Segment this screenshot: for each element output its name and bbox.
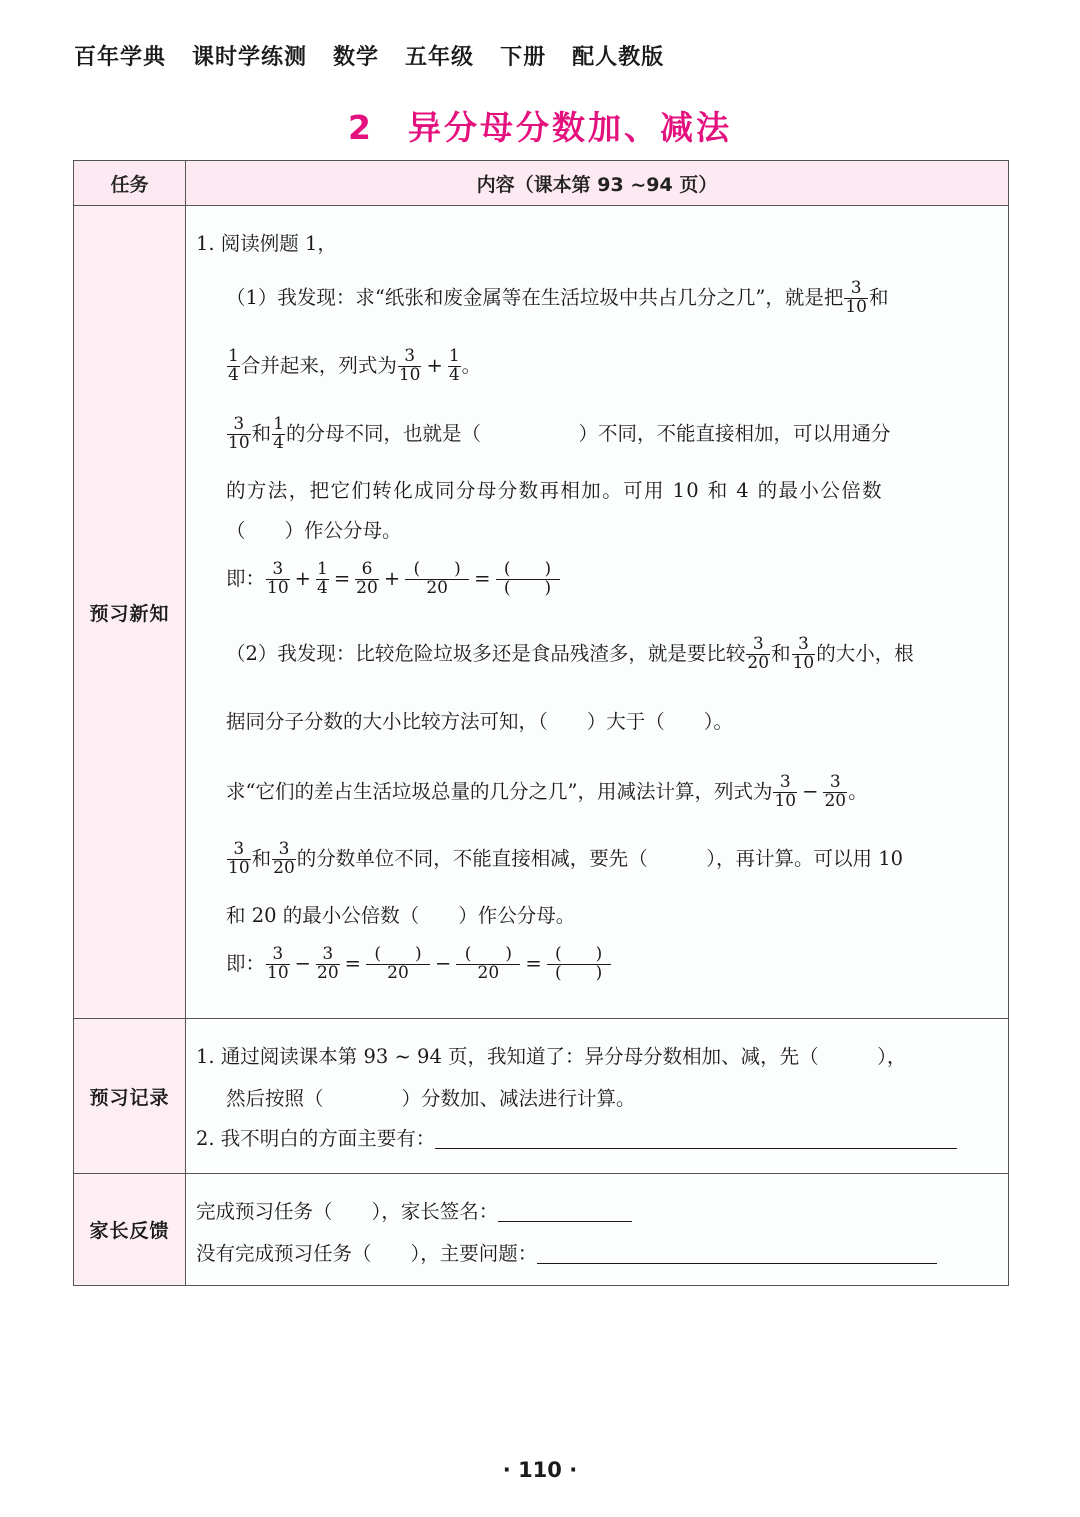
fraction: $\frac{3}{10}$ <box>774 772 797 811</box>
example-intro: 1. 阅读例题 1， <box>196 232 337 255</box>
fraction: $\frac{1}{4}$ <box>317 559 328 598</box>
preview-content <box>186 206 1009 1019</box>
fraction-blank[interactable]: $\frac{( )}{20}$ <box>366 946 430 983</box>
fraction-blank[interactable]: $\frac{( )}{( )}$ <box>547 946 611 983</box>
lesson-title <box>0 102 1080 149</box>
lesson-number: 2 <box>348 108 374 147</box>
page-number: · 110 · <box>502 1458 578 1482</box>
finding-1-line-5: （ ）作公分母。 <box>226 519 402 542</box>
addition-equation: 即： $\frac{3}{10}$ + $\frac{1}{4}$ = $\frac{6}{20}$ + $\frac{( )}{20}$ = $\frac{( )}{( )}$ <box>226 561 561 598</box>
finding-2-line-4: $\frac{3}{10}$ 和 $\frac{3}{20}$ 的分数单位不同，不能直接相减，要先（ ），再计算。可以用 10 <box>228 839 904 878</box>
parent-content <box>186 1174 1009 1286</box>
col-header-task: 任务 <box>74 161 186 206</box>
record-line-3: 2. 我不明白的方面主要有： <box>196 1129 957 1149</box>
fraction: $\frac{6}{20}$ <box>356 559 378 598</box>
fraction: $\frac{1}{4}$ <box>228 346 239 385</box>
fraction: $\frac{3}{10}$ <box>228 414 250 453</box>
preview-table <box>73 160 1009 1286</box>
fraction-blank[interactable]: $\frac{( )}{( )}$ <box>496 561 560 598</box>
header-item: 五年级 <box>405 45 475 70</box>
record-line-2: 然后按照（ ）分数加、减法进行计算。 <box>226 1087 636 1110</box>
col-header-content: 内容（课本第 93 ~94 页） <box>186 161 1009 206</box>
fraction-blank[interactable]: $\frac{( )}{20}$ <box>405 561 469 598</box>
finding-2-line-1: （2）我发现：比较危险垃圾多还是食品残渣多，就是要比较 $\frac{3}{20}$ 和 $\frac{3}{10}$ 的大小，根 <box>226 634 914 673</box>
finding-1-line-1: （1）我发现：求“纸张和废金属等在生活垃圾中共占几分之几”，就是把 $\frac{3}{10}$ 和 <box>226 278 889 317</box>
finding-1-line-4: 的方法，把它们转化成同分母分数再相加。可用 10 和 4 的最小公倍数 <box>226 479 884 502</box>
problem-line[interactable] <box>537 1245 937 1264</box>
fraction: $\frac{3}{20}$ <box>317 944 339 983</box>
fraction: $\frac{3}{20}$ <box>824 772 847 811</box>
fraction: $\frac{3}{10}$ <box>845 278 867 317</box>
lesson-title-text: 异分母分数加、减法 <box>407 108 732 147</box>
finding-2-line-5: 和 20 的最小公倍数（ ）作公分母。 <box>226 904 576 927</box>
fraction-blank[interactable]: $\frac{( )}{20}$ <box>456 946 520 983</box>
finding-2-line-2: 据同分子分数的大小比较方法可知，（ ）大于（ ）。 <box>226 710 734 733</box>
header-item: 下册 <box>500 45 547 70</box>
fraction: $\frac{1}{4}$ <box>273 414 284 453</box>
fraction: $\frac{3}{20}$ <box>273 839 295 878</box>
header-item: 百年学典 <box>74 45 167 70</box>
parent-line-2: 没有完成预习任务（ ），主要问题： <box>196 1244 937 1264</box>
header-item: 课时学练测 <box>192 45 308 70</box>
row-label-parent: 家长反馈 <box>74 1174 186 1286</box>
parent-line-1: 完成预习任务（ ），家长签名： <box>196 1202 632 1222</box>
fraction: $\frac{3}{10}$ <box>267 559 289 598</box>
row-label-preview: 预习新知 <box>74 206 186 1019</box>
finding-1-line-3: $\frac{3}{10}$ 和 $\frac{1}{4}$ 的分母不同，也就是（ ）不同，不能直接相加，可以用通分 <box>228 414 891 453</box>
book-header <box>74 40 664 71</box>
fraction: $\frac{3}{10}$ <box>792 634 815 673</box>
header-item: 数学 <box>333 45 380 70</box>
fraction: $\frac{3}{10}$ <box>398 346 421 385</box>
finding-2-line-3: 求“它们的差占生活垃圾总量的几分之几”，用减法计算，列式为 $\frac{3}{10}$ − $\frac{3}{20}$ 。 <box>226 772 868 811</box>
record-content <box>186 1019 1009 1174</box>
fraction: $\frac{3}{10}$ <box>228 839 250 878</box>
answer-line[interactable] <box>435 1130 957 1149</box>
fraction: $\frac{3}{20}$ <box>747 634 770 673</box>
header-item: 配人教版 <box>572 45 665 70</box>
row-label-record: 预习记录 <box>74 1019 186 1174</box>
fraction: $\frac{3}{10}$ <box>267 944 289 983</box>
fraction: $\frac{1}{4}$ <box>448 346 460 385</box>
subtraction-equation: 即： $\frac{3}{10}$ − $\frac{3}{20}$ = $\frac{( )}{20}$ − $\frac{( )}{20}$ = $\frac{( )}{( )}$ <box>226 946 612 983</box>
finding-1-line-2: $\frac{1}{4}$ 合并起来，列式为 $\frac{3}{10}$ + $\frac{1}{4}$ 。 <box>228 346 482 385</box>
signature-line[interactable] <box>498 1203 632 1222</box>
record-line-1: 1. 通过阅读课本第 93 ~ 94 页，我知道了：异分母分数相加、减，先（ ）， <box>196 1045 907 1068</box>
